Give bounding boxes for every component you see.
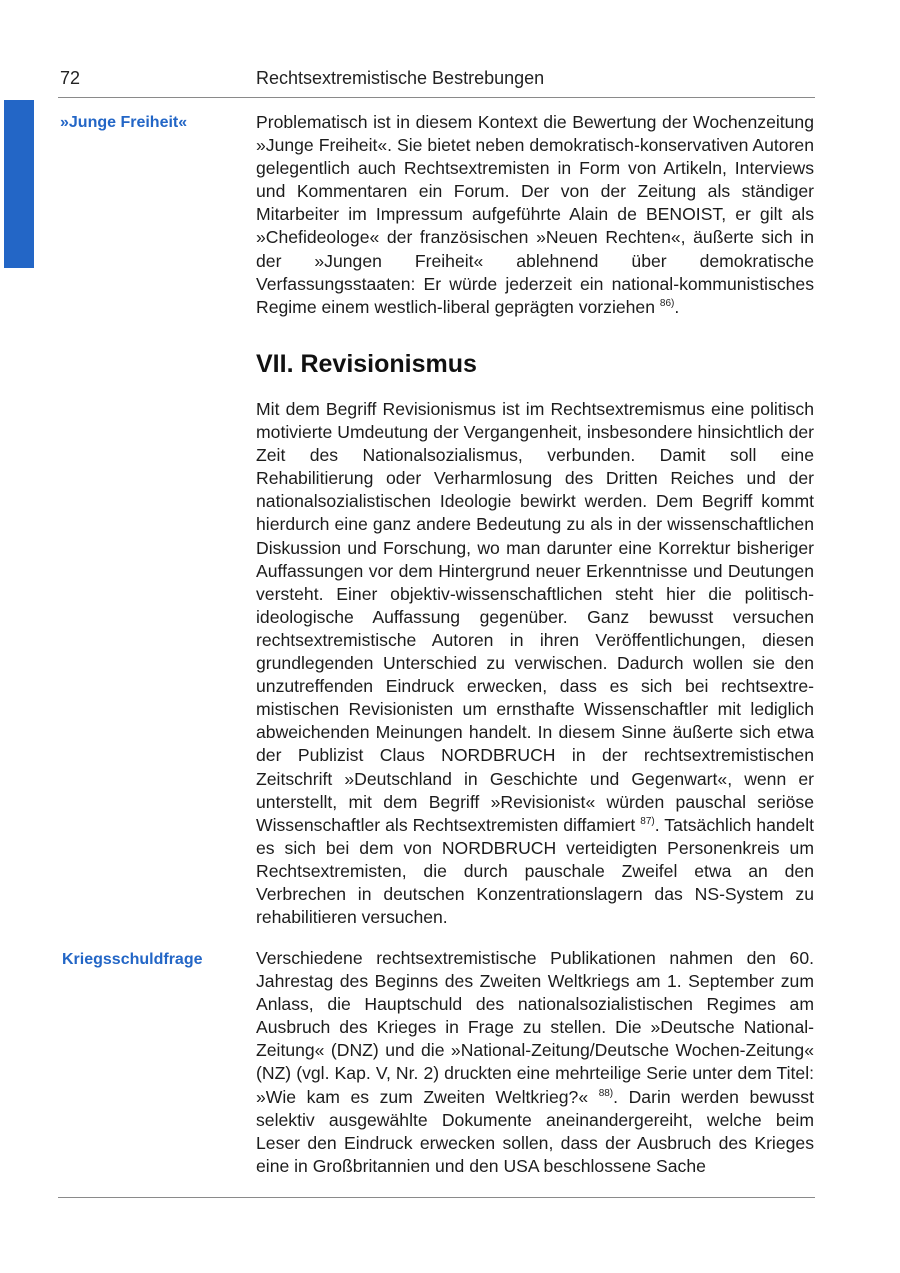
paragraph-text: Problematisch ist in diesem Kontext die Bewertung der Wochenzeitung »Junge Freiheit«. Sie bietet neben demokratisch-konservativen Autoren gelegentlich auch Rechtsextremisten in Form von Artikeln, Interviews und Kommentaren ein Forum. Der von der Zeitung als ständiger Mitarbeiter im Impressum aufgeführte Alain de BENOIST, er gilt als »Chefideologe« der französischen »Neuen Rechten«, äußerte sich in der »Jungen Freiheit« ablehnend über demokratische Verfassungsstaaten: Er würde jederzeit ein national-kommunistisches Regime einem westlich-liberal geprägten vorziehen <box>256 112 814 317</box>
chapter-tab-marker <box>4 100 34 268</box>
footnote-ref-88: 88) <box>598 1087 614 1099</box>
footnote-ref-86: 86) <box>659 297 675 309</box>
margin-label-junge-freiheit: »Junge Freiheit« <box>60 114 188 131</box>
paragraph-text: Verschiedene rechtsextremistische Publikationen nahmen den 60. Jahrestag des Beginns des Zweiten Weltkriegs am 1. September zum Anlass, die Hauptschuld des nationalsozialistischen Regimes am Ausbruch des Krieges in Frage zu stellen. Die »Deutsche National-Zeitung« (DNZ) und die »National-Zeitung/Deutsche Wochen-Zeitung« (NZ) (vgl. Kap. V, Nr. 2) druckten eine mehrteilige Serie unter dem Titel: »Wie kam es zum Zweiten Weltkrieg?« <box>256 948 814 1107</box>
header-rule <box>58 97 815 98</box>
footnote-ref-87: 87) <box>640 815 655 827</box>
paragraph-text-continued: . Darin werden bewusst selektiv ausgewählte Dokumente aneinandergereiht, welche beim Leser den Eindruck erwecken sollen, dass der Ausbruch des Krieges eine in Großbritannien und den USA beschlossene Sache <box>256 1086 814 1176</box>
paragraph-text-end: . <box>674 296 680 317</box>
paragraph-text-continued: . Tatsächlich handelt es sich bei dem von NORDBRUCH verteidigten Personenkreis um Rechtsextremisten, die durch pauschale Zweifel etwa an den Verbrechen in deutschen Konzentrationslagern das NS-System zu rehabilitieren versuchen. <box>256 814 814 928</box>
margin-label-kriegsschuldfrage: Kriegsschuldfrage <box>62 951 203 968</box>
paragraph-text: Mit dem Begriff Revisionismus ist im Rechtsextremismus eine politisch motivierte Umdeutung der Vergangenheit, insbesondere hinsichtlich der Zeit des Nationalsozialismus, verbunden. Damit soll eine Rehabilitierung oder Verharmlosung des Dritten Reiches und der nationalsozialistischen Ideologie bewirkt werden. Dem Begriff kommt hierdurch eine ganz andere Bedeutung zu als in der wissenschaftlichen Diskussion und Forschung, wo man darunter eine Korrektur bisheriger Auffassungen vor dem Hintergrund neuer Erkenntnisse und Deutungen versteht. Einer objektiv-wissenschaftlichen steht hier die politisch-ideologische Auffassung gegenüber. Ganz bewusst versuchen rechtsextremistische Autoren in ihren Veröffentlichungen, diesen grundlegenden Unterschied zu verwischen. Dadurch wollen sie den unzutreffenden Eindruck erwecken, dass es sich bei rechtsextremistischen Revisionisten um ernsthafte Wissenschaftler mit lediglich abweichenden Meinungen handelt. In diesem Sinne äußerte sich etwa der Publizist Claus NORDBRUCH in der rechtsextremistischen Zeitschrift »Deutschland in Geschichte und Gegenwart«, wenn er unterstellt, mit dem Begriff »Revisionist« würden pauschal seriöse Wissenschaftler als Rechtsextremisten diffamiert <box>256 399 814 835</box>
paragraph-junge-freiheit <box>256 111 814 319</box>
section-heading-revisionismus: VII. Revisionismus <box>256 350 477 378</box>
running-header-title: Rechtsextremistische Bestrebungen <box>256 68 545 88</box>
paragraph-revisionismus <box>256 398 814 929</box>
page-number: 72 <box>60 68 81 88</box>
footer-rule <box>58 1197 815 1198</box>
paragraph-kriegsschuldfrage <box>256 947 814 1178</box>
